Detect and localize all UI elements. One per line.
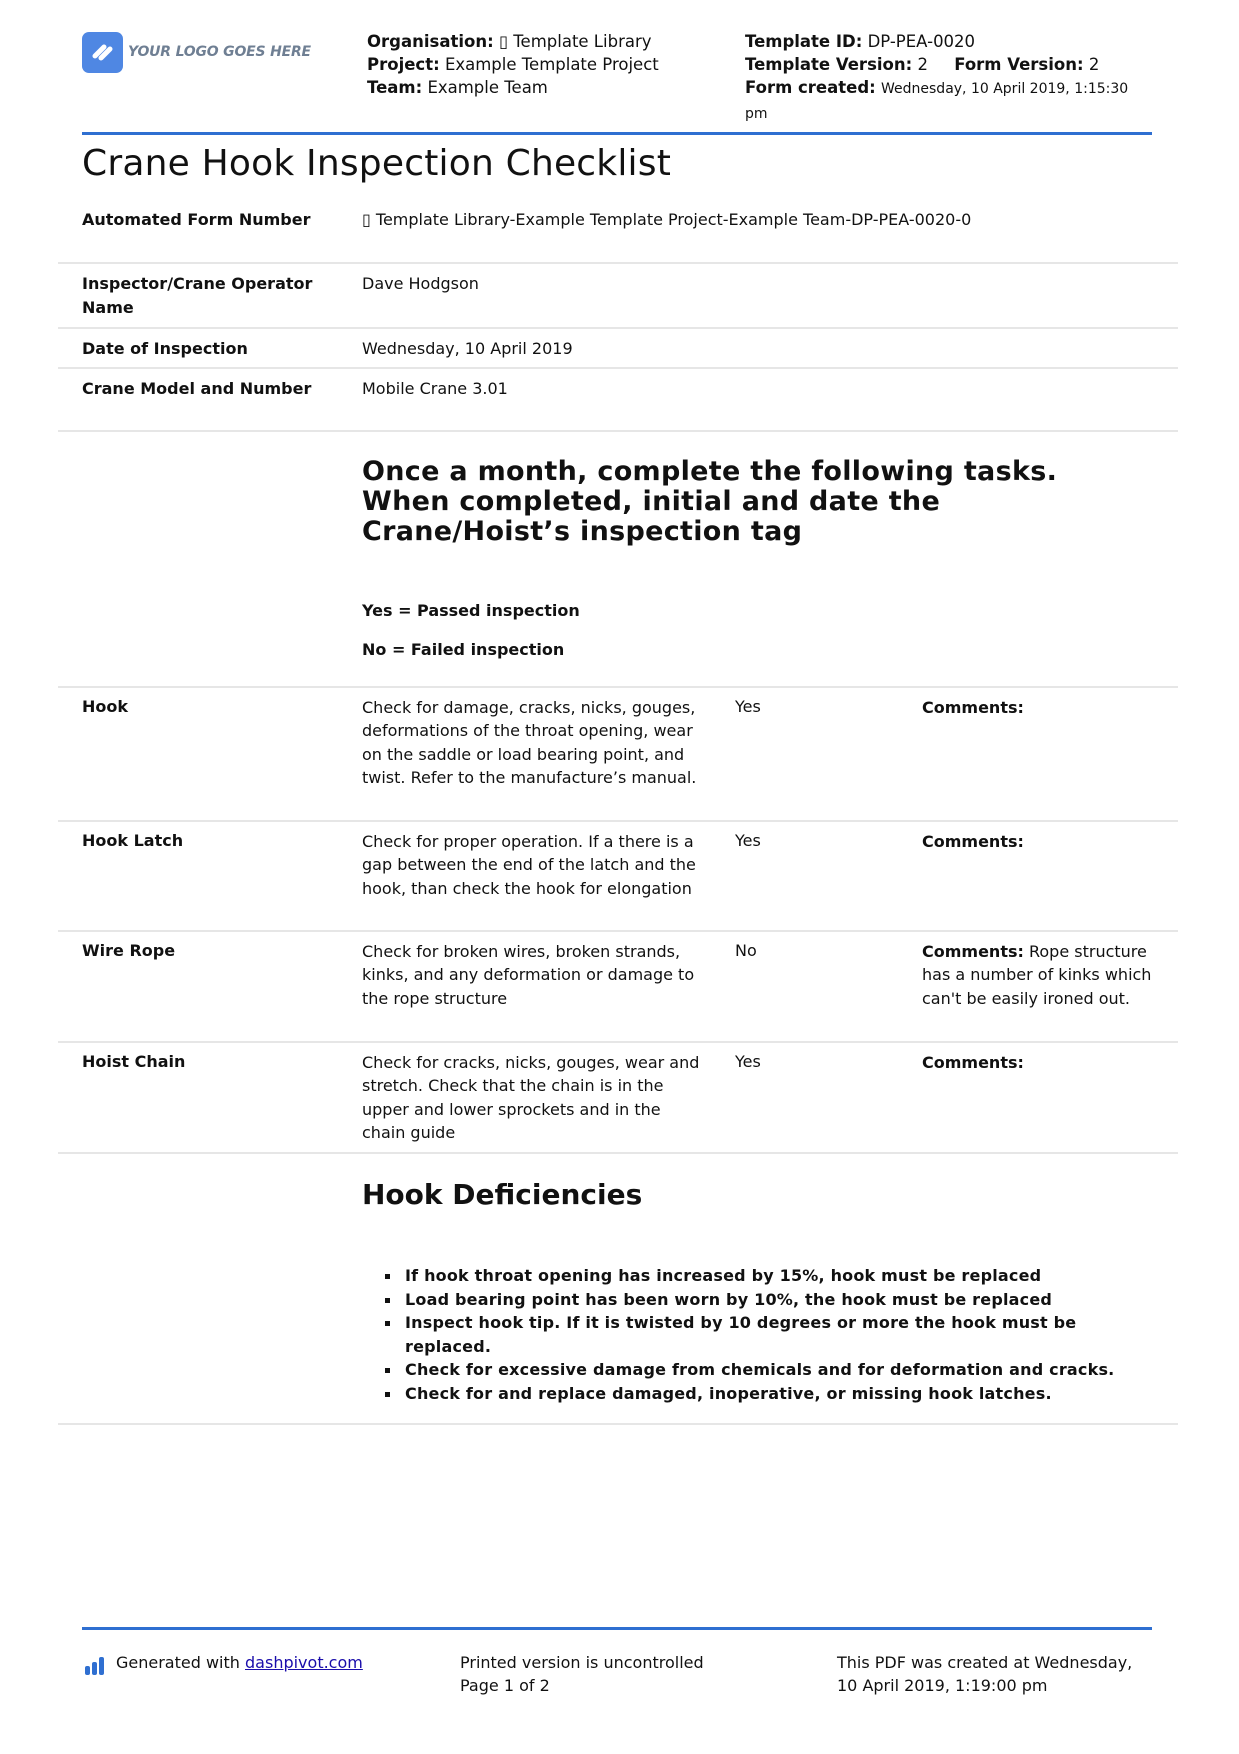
header-org-block (367, 30, 727, 99)
legend-yes: Yes = Passed inspection (362, 601, 580, 620)
printed-note: Printed version is uncontrolled (460, 1653, 704, 1672)
footer-print-info (460, 1652, 760, 1697)
form-created-value: Wednesday, 10 April 2019, 1:15:30 pm (745, 81, 1129, 122)
list-item: If hook throat opening has increased by 15%, hook must be replaced (405, 1264, 1165, 1288)
row-divider (58, 430, 1178, 432)
info-label: Date of Inspection (82, 339, 248, 358)
info-value: ▯ Template Library-Example Template Project-Example Team-DP-PEA-0020-0 (362, 210, 972, 229)
list-item: Check for excessive damage from chemicals and for deformation and cracks. (405, 1358, 1165, 1382)
item-description: Check for damage, cracks, nicks, gouges, deformations of the throat opening, wear on the saddle or load bearing point, and twist. Refer to the manufacture’s manual. (362, 698, 697, 787)
page-number: Page 1 of 2 (460, 1675, 550, 1695)
template-version-value: 2 (917, 55, 928, 74)
row-divider (58, 820, 1178, 822)
info-value: Wednesday, 10 April 2019 (362, 339, 573, 358)
item-description: Check for broken wires, broken strands, kinks, and any deformation or damage to the rope structure (362, 942, 695, 1008)
info-label: Inspector/Crane Operator Name (82, 274, 313, 317)
comments-value: Rope structure has a number of kinks which can't be easily ironed out. (922, 942, 1152, 1008)
deficiencies-heading: Hook Deficiencies (362, 1178, 643, 1211)
info-label: Crane Model and Number (82, 379, 312, 398)
project-value: Example Template Project (444, 55, 659, 74)
instructions-heading: Once a month, complete the following tasks. When completed, initial and date the Crane/Hoist’s inspection tag (362, 456, 1058, 547)
team-label: Team: (367, 78, 423, 97)
comments-label: Comments: (922, 698, 1024, 717)
form-version-value: 2 (1088, 55, 1100, 74)
footer-divider (82, 1627, 1152, 1630)
item-description: Check for cracks, nicks, gouges, wear and stretch. Check that the chain is in the upper and lower sprockets and in the chain guide (362, 1053, 700, 1142)
team-value: Example Team (427, 78, 548, 97)
row-divider (58, 1152, 1178, 1154)
logo-icon (82, 32, 123, 73)
item-name: Wire Rope (82, 941, 176, 960)
form-version-label: Form Version: (954, 55, 1084, 74)
header-template-block (745, 30, 1155, 126)
row-divider (58, 1423, 1178, 1425)
row-divider (58, 262, 1178, 264)
footer-generated (116, 1652, 363, 1675)
list-item: Check for and replace damaged, inoperative, or missing hook latches. (405, 1382, 1165, 1406)
item-name: Hook (82, 697, 129, 716)
info-value: Mobile Crane 3.01 (362, 379, 508, 398)
form-created-label: Form created: (745, 78, 876, 97)
row-divider (58, 327, 1178, 329)
template-id-label: Template ID: (745, 32, 863, 51)
info-value: Dave Hodgson (362, 274, 479, 293)
legend-no: No = Failed inspection (362, 640, 565, 659)
generated-prefix: Generated with (116, 1653, 240, 1672)
row-divider (58, 686, 1178, 688)
item-name: Hook Latch (82, 831, 184, 850)
item-result: Yes (735, 831, 761, 850)
project-label: Project: (367, 55, 440, 74)
item-result: Yes (735, 1052, 761, 1071)
item-name: Hoist Chain (82, 1052, 186, 1071)
row-divider (58, 1041, 1178, 1043)
row-divider (58, 930, 1178, 932)
organisation-value: ▯ Template Library (498, 32, 652, 51)
item-result: No (735, 941, 757, 960)
row-divider (58, 367, 1178, 369)
comments-label: Comments: (922, 942, 1024, 961)
item-result: Yes (735, 697, 761, 716)
list-item: Load bearing point has been worn by 10%, the hook must be replaced (405, 1288, 1165, 1312)
list-item: Inspect hook tip. If it is twisted by 10 degrees or more the hook must be replaced. (405, 1311, 1165, 1358)
footer-created-at: This PDF was created at Wednesday, 10 April 2019, 1:19:00 pm (837, 1653, 1133, 1695)
page-title: Crane Hook Inspection Checklist (82, 143, 672, 184)
deficiencies-list (405, 1264, 1165, 1405)
header-divider (82, 132, 1152, 135)
bar-chart-icon (85, 1657, 107, 1675)
comments-label: Comments: (922, 832, 1024, 851)
info-label: Automated Form Number (82, 210, 311, 229)
template-id-value: DP-PEA-0020 (867, 32, 976, 51)
logo-text: YOUR LOGO GOES HERE (128, 44, 311, 60)
comments-label: Comments: (922, 1053, 1024, 1072)
dashpivot-link[interactable]: dashpivot.com (245, 1653, 363, 1672)
organisation-label: Organisation: (367, 32, 494, 51)
item-description: Check for proper operation. If a there is a gap between the end of the latch and the hook, than check the hook for elongation (362, 832, 696, 898)
template-version-label: Template Version: (745, 55, 913, 74)
